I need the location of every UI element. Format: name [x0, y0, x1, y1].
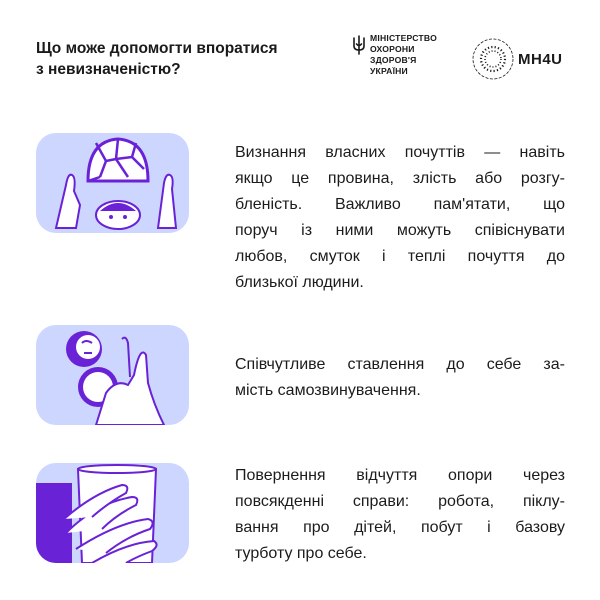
- ministry-line: ОХОРОНИ: [370, 44, 415, 54]
- text-line: Повернення відчуття опори через: [235, 467, 565, 484]
- mh4u-wordmark: MH4U: [518, 51, 563, 68]
- text-line: Визнання власних почуттів — навіть: [235, 144, 565, 161]
- item-text-routine: [235, 463, 565, 567]
- text-line: близької людини.: [235, 274, 364, 291]
- item-text-feelings: [235, 140, 565, 296]
- text-line: бленість. Важливо пам'ятати, що: [235, 196, 565, 213]
- text-line: якщо це провина, злість або розгу-: [235, 170, 565, 187]
- title-line-1: Що може допомогти впоратися: [36, 40, 278, 57]
- hand-compact-mirror-illustration: [36, 325, 189, 425]
- hand-holding-cup-illustration: [36, 463, 189, 563]
- title-line-2: з невизначеністю?: [36, 61, 181, 78]
- mh4u-dotted-circle-icon: [470, 36, 516, 82]
- text-line: вання про дітей, побут і базову: [235, 519, 565, 536]
- ministry-line: УКРАЇНИ: [370, 66, 408, 76]
- text-line: поруч із ними можуть співіснувати: [235, 222, 565, 239]
- page-title: [36, 38, 336, 80]
- mh4u-logo: [470, 36, 563, 87]
- text-line: турботу про себе.: [235, 545, 367, 562]
- text-line: любов, смуток і теплі почуття до: [235, 248, 565, 265]
- text-line: Співчутливе ставлення до себе за-: [235, 356, 565, 373]
- ministry-line: МІНІСТЕРСТВО: [370, 33, 437, 43]
- trident-icon: [352, 35, 366, 55]
- text-line: мість самозвинувачення.: [235, 382, 421, 399]
- text-line: повсякденні справи: робота, піклу-: [235, 493, 565, 510]
- ministry-line: ЗДОРОВ'Я: [370, 55, 417, 65]
- hands-shattered-glass-illustration: [36, 133, 189, 233]
- illustration-hands-glass: [36, 133, 189, 233]
- item-text-self-compassion: [235, 352, 565, 404]
- illustration-hand-cup: [36, 463, 189, 563]
- ministry-name: [370, 33, 440, 77]
- illustration-hand-mirror: [36, 325, 189, 425]
